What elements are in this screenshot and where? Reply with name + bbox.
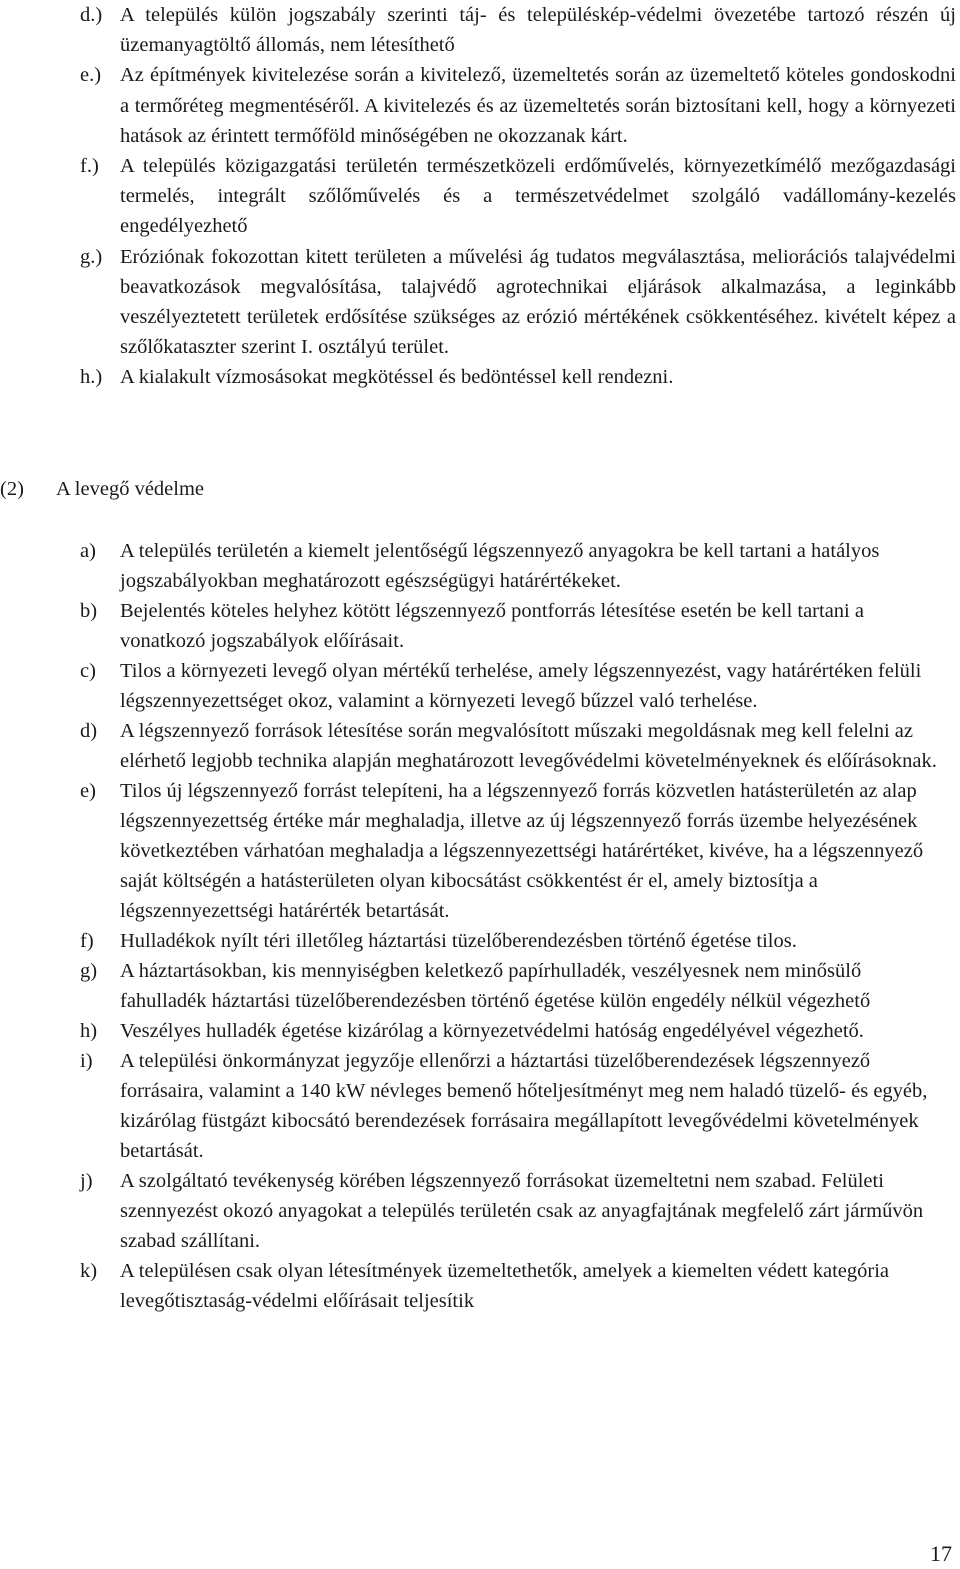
list-text: A település területén a kiemelt jelentőségű légszennyező anyagokra be kell tartani a hatályos jogszabályokban meghatározott egészségügyi határértékeket. <box>120 540 880 592</box>
list-text: A kialakult vízmosásokat megkötéssel és bedöntéssel kell rendezni. <box>120 366 674 389</box>
list-text: A háztartásokban, kis mennyiségben keletkező papírhulladék, veszélyesnek nem minősülő fahulladék háztartási tüzelőberendezésben történő égetése külön engedély nélkül végezhető <box>120 960 871 1012</box>
lower-list <box>80 536 940 1316</box>
list-marker: a) <box>80 540 96 562</box>
list-item <box>80 1016 940 1046</box>
list-item <box>80 926 940 956</box>
list-text: A szolgáltató tevékenység körében légszennyező forrásokat üzemeltetni nem szabad. Felületi szennyezést okozó anyagokat a település területén csak az anyagfajtának megfelelő zárt járművön szabad szállítani. <box>120 1170 924 1252</box>
list-item <box>80 0 956 60</box>
list-text: Veszélyes hulladék égetése kizárólag a környezetvédelmi hatóság engedélyével végezhető. <box>120 1020 864 1042</box>
list-item <box>80 1166 940 1256</box>
list-marker: d.) <box>80 4 103 26</box>
list-text: A település közigazgatási területén természetközeli erdőművelés, környezetkímélő mezőgazdasági termelés, integrált szőlőművelés és a természetvédelmet szolgáló vadállomány-kezelés engedélyezhető <box>120 155 956 238</box>
list-item <box>80 242 956 363</box>
list-marker: k) <box>80 1260 98 1282</box>
list-item <box>80 716 940 776</box>
list-marker: c) <box>80 660 96 682</box>
list-text: Hulladékok nyílt téri illetőleg háztartási tüzelőberendezésben történő égetése tilos. <box>120 930 797 952</box>
list-item <box>80 1046 940 1166</box>
list-marker: h.) <box>80 366 103 389</box>
list-text: A településen csak olyan létesítmények üzemeltethetők, amelyek a kiemelten védett kategória levegőtisztaság-védelmi előírásait teljesítik <box>120 1260 890 1312</box>
list-text: Tilos új légszennyező forrást telepíteni, ha a légszennyező forrás közvetlen hatásterületén az alap légszennyezettség értéke már meghaladja, illetve az új légszennyező forrás üzembe helyezésének következtében várhatóan meghaladja a légszennyezettségi határértéket, kivéve, ha a légszennyező saját költségén a hatásterületen olyan kibocsátást csökkentést ér el, amely biztosítja a légszennyezettségi határérték betartását. <box>120 780 924 922</box>
list-item <box>80 776 940 926</box>
list-marker: i) <box>80 1050 93 1072</box>
list-text: A település külön jogszabály szerinti táj- és településkép-védelmi övezetébe tartozó részén új üzemanyagtöltő állomás, nem létesíthető <box>120 4 956 57</box>
list-item <box>80 60 956 151</box>
list-item <box>80 1256 940 1316</box>
list-marker: f) <box>80 930 94 952</box>
list-text: Bejelentés köteles helyhez kötött légszennyező pontforrás létesítése esetén be kell tartani a vonatkozó jogszabályok előírásait. <box>120 600 864 652</box>
list-item <box>80 956 940 1016</box>
list-marker: h) <box>80 1020 98 1042</box>
list-marker: f.) <box>80 155 99 178</box>
section-heading <box>0 474 600 504</box>
list-item <box>80 596 940 656</box>
list-text: A légszennyező források létesítése során megvalósított műszaki megoldásnak meg kell felelni az elérhető legjobb technika alapján meghatározott levegővédelmi követelményeknek és előírásoknak. <box>120 720 937 772</box>
page-number: 17 <box>930 1541 952 1566</box>
list-item <box>80 362 956 392</box>
list-text: Eróziónak fokozottan kitett területen a művelési ág tudatos megválasztása, meliorációs talajvédelmi beavatkozások megvalósítása, talajvédő agrotechnikai eljárások alkalmazása, a leginkább veszélyeztetett területek erdősítése szükséges az erózió mértékének csökkentéséhez. kivételt képez a szőlőkataszter szerint I. osztályú terület. <box>120 245 956 359</box>
upper-list <box>80 0 956 393</box>
list-text: Tilos a környezeti levegő olyan mértékű terhelése, amely légszennyezést, vagy határértéken felüli légszennyezettséget okoz, valamint a környezeti levegő bűzzel való terhelése. <box>120 660 922 712</box>
list-text: Az építmények kivitelezése során a kivitelező, üzemeltetés során az üzemeltető köteles gondoskodni a termőréteg megmentéséről. A kivitelezés és az üzemeltetés során biztosítani kell, hogy a környezeti hatások az érintett termőföld minőségében ne okozzanak kárt. <box>120 64 956 147</box>
list-item <box>80 656 940 716</box>
list-item <box>80 151 956 242</box>
section-title: A levegő védelme <box>56 478 205 500</box>
list-marker: e) <box>80 780 96 802</box>
list-marker: g) <box>80 960 98 982</box>
list-marker: g.) <box>80 245 103 268</box>
section-number: (2) <box>0 478 24 500</box>
list-marker: e.) <box>80 64 102 87</box>
list-marker: b) <box>80 600 98 622</box>
list-text: A települési önkormányzat jegyzője ellenőrzi a háztartási tüzelőberendezések légszennyező forrásaira, valamint a 140 kW névleges bemenő hőteljesítményt meg nem haladó tüzelő- és egyéb, kizárólag füstgázt kibocsátó berendezések forrásaira megállapított levegővédelmi követelmények betartását. <box>120 1050 928 1162</box>
list-marker: d) <box>80 720 98 742</box>
list-item <box>80 536 940 596</box>
list-marker: j) <box>80 1170 93 1192</box>
